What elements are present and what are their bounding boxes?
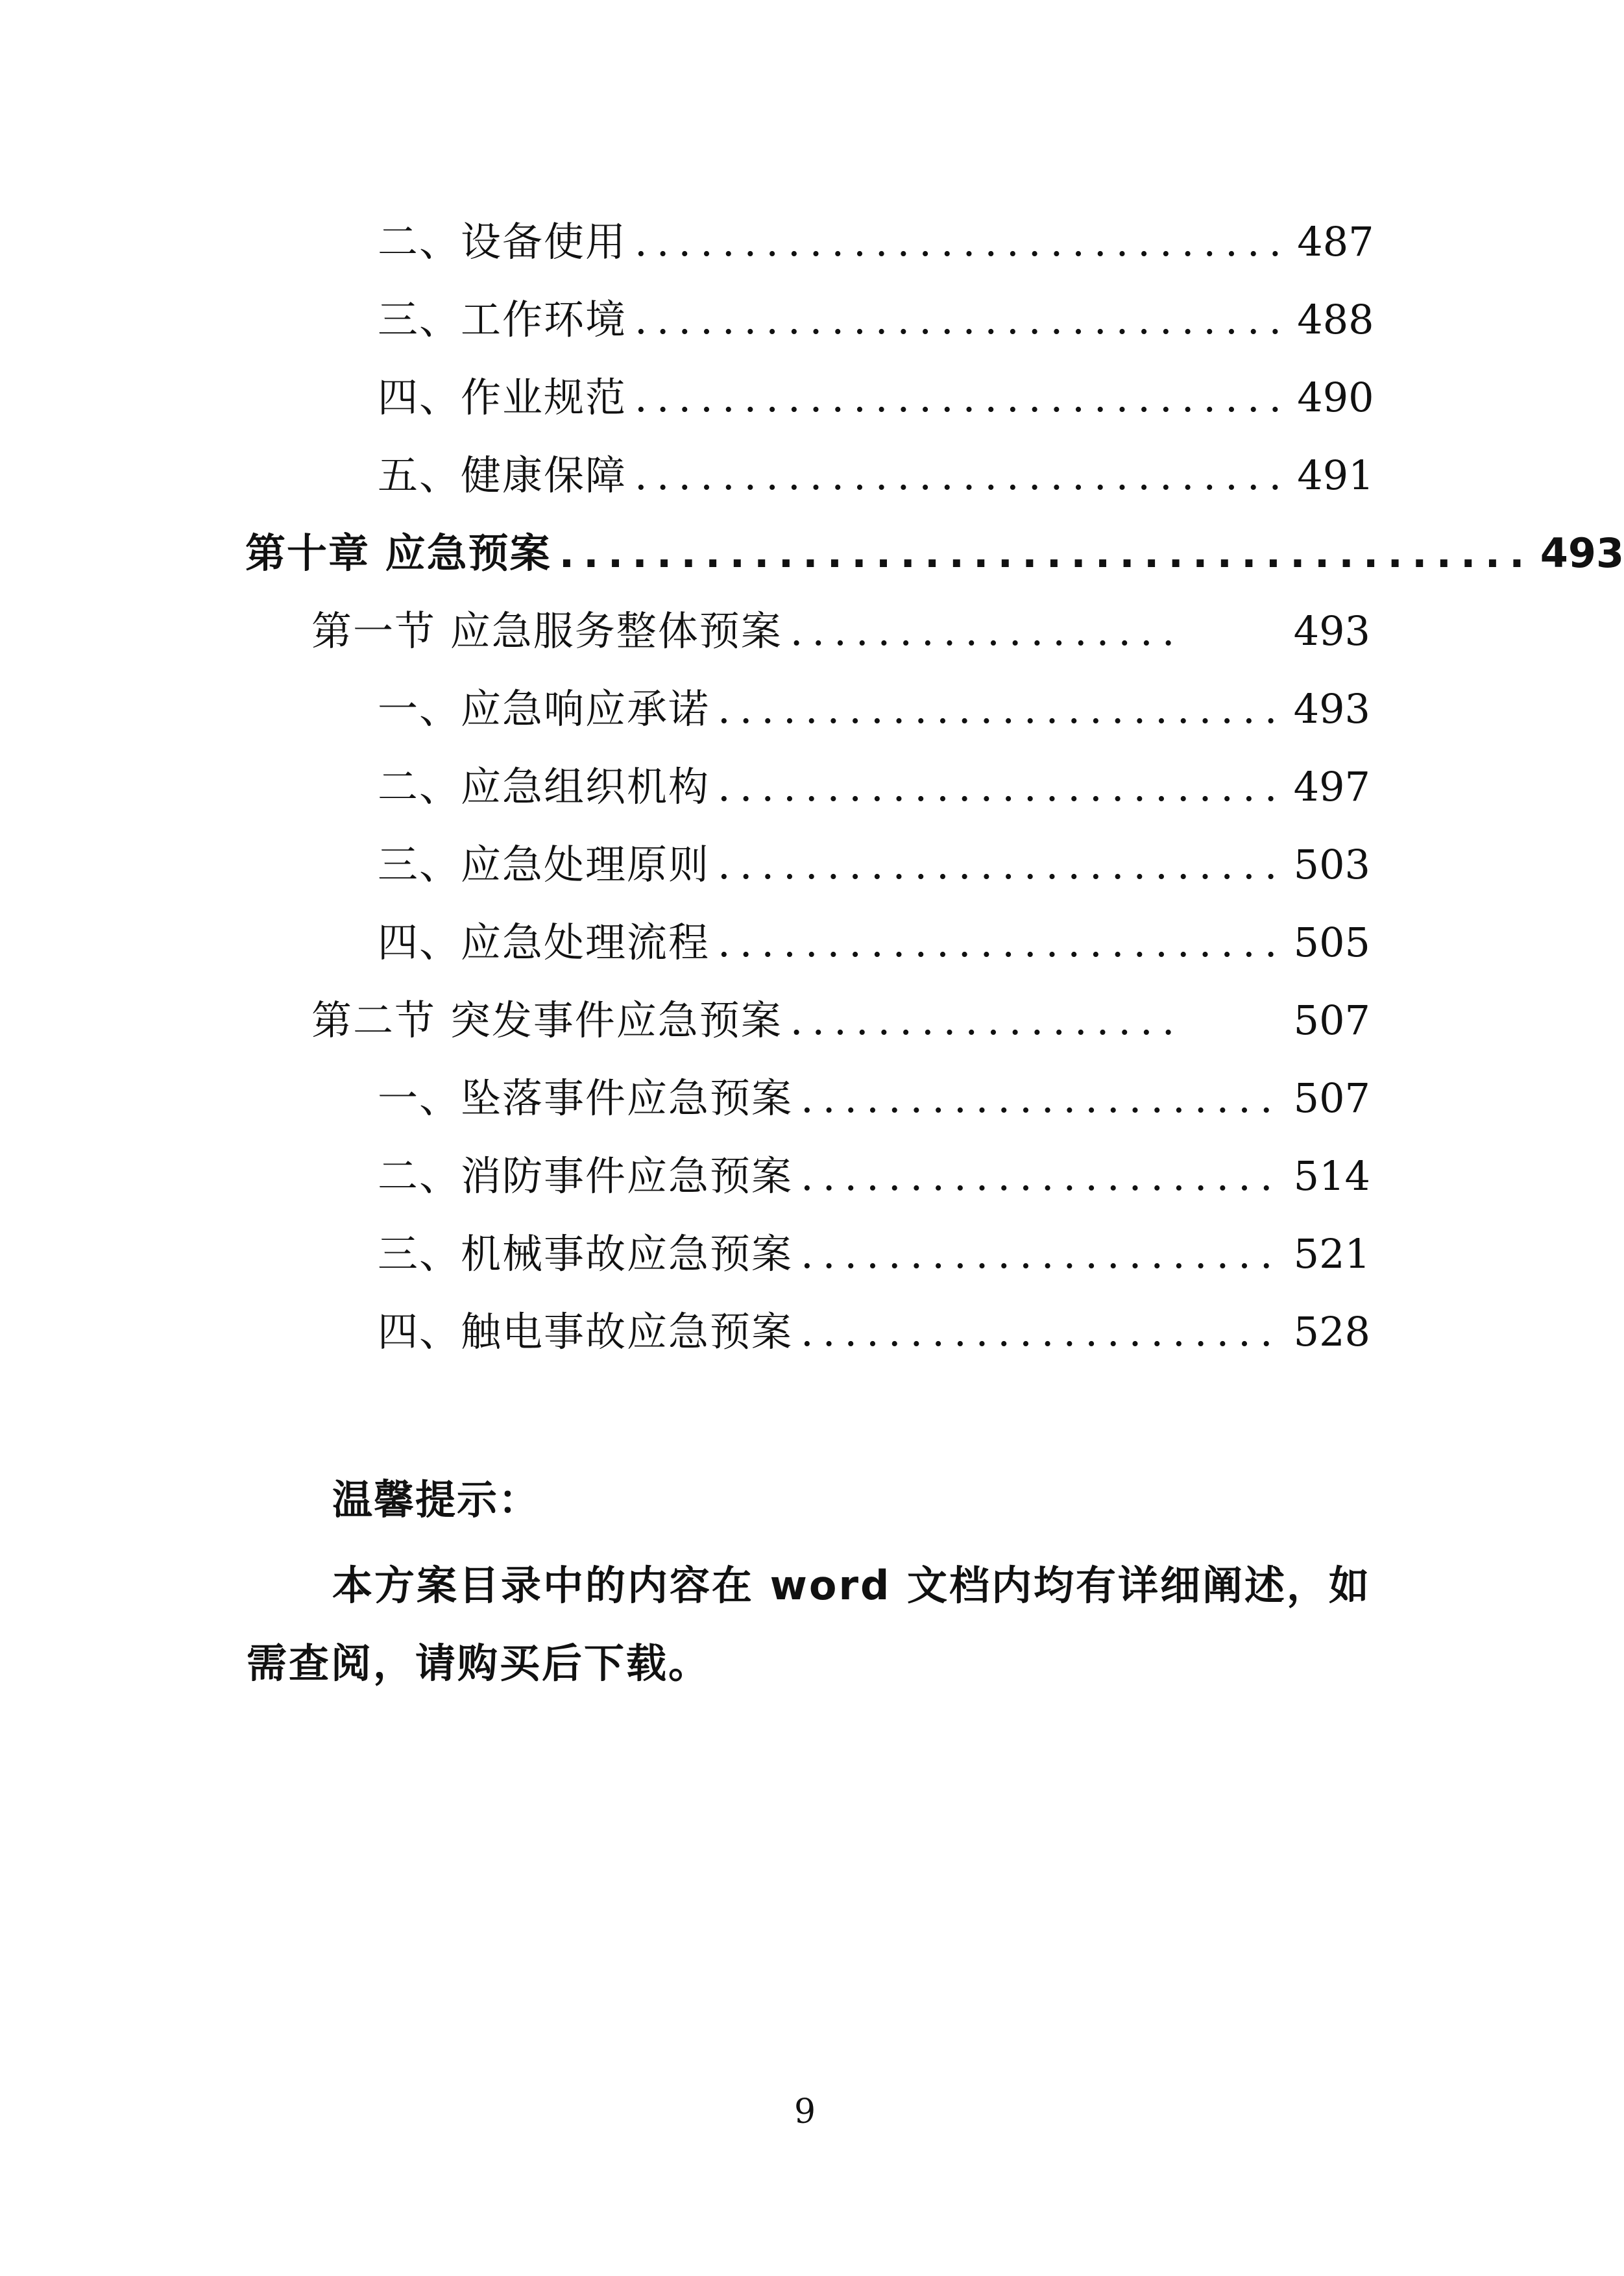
toc-dot-leader: ........................................ — [559, 529, 1534, 577]
toc-page-number: 521 — [1293, 1230, 1370, 1277]
toc-page-number: 488 — [1297, 296, 1374, 343]
toc-entry-label: 五、健康保障 — [378, 452, 627, 499]
notice-body: 本方案目录中的内容在 word 文档内均有详细阐述，如需查阅，请购买后下载。 — [247, 1562, 1371, 1687]
toc-entry-label: 二、消防事件应急预案 — [378, 1152, 794, 1200]
toc-page-number: 490 — [1297, 374, 1374, 421]
toc-page-number: 487 — [1297, 218, 1374, 265]
toc-entry-label: 三、应急处理原则 — [378, 841, 710, 888]
toc-dot-leader: ...................... — [801, 1230, 1282, 1277]
toc-page-number: 505 — [1293, 919, 1370, 966]
toc-page-number: 507 — [1293, 1074, 1370, 1122]
toc-entry[interactable] — [378, 440, 1374, 511]
toc-entry[interactable] — [378, 362, 1374, 433]
toc-page-number: 503 — [1293, 841, 1370, 888]
toc-entry[interactable] — [378, 673, 1370, 745]
toc-page-number: 497 — [1293, 763, 1370, 810]
toc-dot-leader: .............................. — [635, 374, 1291, 421]
toc-chapter-entry[interactable] — [245, 518, 1624, 589]
toc-page-number: 493 — [1540, 529, 1624, 577]
toc-dot-leader: .................. — [790, 997, 1184, 1044]
toc-entry-label: 二、应急组织机构 — [378, 763, 710, 810]
toc-dot-leader: .................. — [790, 607, 1184, 655]
toc-entry-label: 一、应急响应承诺 — [378, 685, 710, 732]
toc-section-label: 第二节 突发事件应急预案 — [311, 997, 782, 1044]
toc-entry[interactable] — [378, 1218, 1370, 1290]
toc-page-number: 493 — [1293, 685, 1370, 732]
notice-title: 温馨提示： — [332, 1476, 540, 1523]
toc-entry[interactable] — [378, 1063, 1370, 1134]
toc-dot-leader: .............................. — [635, 296, 1291, 343]
toc-entry-label: 三、工作环境 — [378, 296, 627, 343]
toc-dot-leader: .......................... — [718, 685, 1287, 732]
toc-dot-leader: ...................... — [801, 1308, 1282, 1355]
toc-dot-leader: ...................... — [801, 1074, 1282, 1122]
toc-page-number: 528 — [1293, 1308, 1370, 1355]
toc-page-number: 493 — [1293, 607, 1370, 655]
toc-dot-leader: .............................. — [635, 452, 1291, 499]
toc-chapter-label: 第十章 应急预案 — [245, 529, 551, 577]
toc-entry-label: 四、触电事故应急预案 — [378, 1308, 794, 1355]
toc-entry[interactable] — [378, 1296, 1370, 1368]
toc-entry[interactable] — [378, 751, 1370, 823]
toc-entry[interactable] — [378, 206, 1374, 278]
toc-page-number: 514 — [1293, 1152, 1370, 1200]
toc-entry[interactable] — [378, 1141, 1370, 1212]
toc-dot-leader: .......................... — [718, 919, 1287, 966]
page-number: 9 — [794, 2092, 816, 2131]
toc-entry-label: 四、应急处理流程 — [378, 919, 710, 966]
toc-page-number: 507 — [1293, 997, 1370, 1044]
toc-entry-label: 三、机械事故应急预案 — [378, 1230, 794, 1277]
toc-entry[interactable] — [378, 907, 1370, 978]
toc-entry[interactable] — [378, 284, 1374, 356]
toc-entry-label: 一、坠落事件应急预案 — [378, 1074, 794, 1122]
toc-dot-leader: .......................... — [718, 763, 1287, 810]
toc-section-entry[interactable] — [311, 985, 1370, 1056]
toc-entry[interactable] — [378, 829, 1370, 901]
toc-page-number: 491 — [1297, 452, 1374, 499]
toc-section-entry[interactable] — [311, 596, 1370, 667]
toc-dot-leader: ...................... — [801, 1152, 1282, 1200]
toc-dot-leader: .......................... — [718, 841, 1287, 888]
toc-section-label: 第一节 应急服务整体预案 — [311, 607, 782, 655]
toc-entry-label: 二、设备使用 — [378, 218, 627, 265]
toc-entry-label: 四、作业规范 — [378, 374, 627, 421]
toc-dot-leader: .............................. — [635, 218, 1291, 265]
